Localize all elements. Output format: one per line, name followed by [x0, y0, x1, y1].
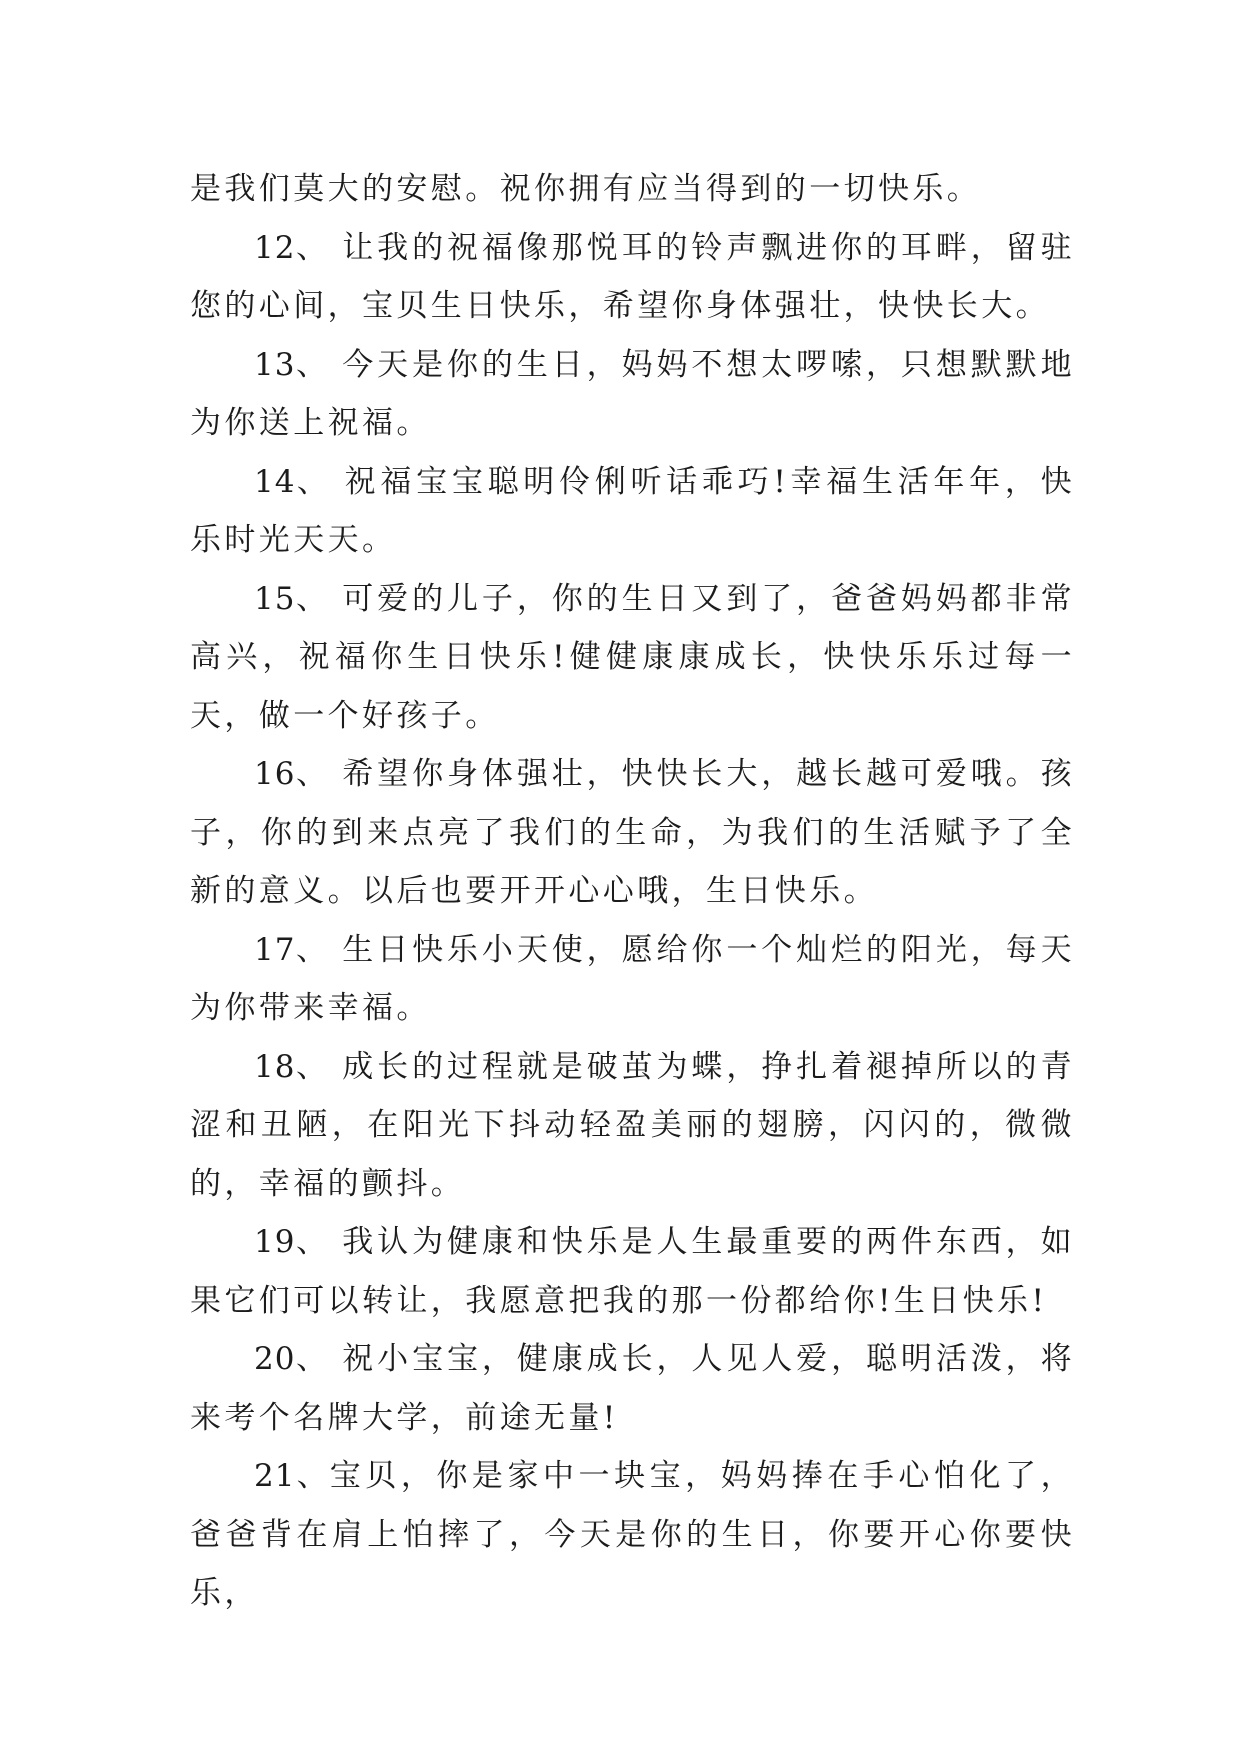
- paragraph-text: 我认为健康和快乐是人生最重要的两件东西，如果它们可以转让，我愿意把我的那一份都给你!生日快乐!: [190, 1224, 1075, 1319]
- paragraph-number: 17、: [254, 931, 329, 968]
- paragraph-text: 可爱的儿子，你的生日又到了，爸爸妈妈都非常高兴，祝福你生日快乐!健健康康成长，快快乐乐过每一天，做一个好孩子。: [190, 580, 1075, 734]
- paragraph-number: 15、: [254, 580, 329, 617]
- paragraph-15: [190, 570, 1075, 746]
- paragraph-number: 18、: [254, 1048, 329, 1085]
- paragraph-13: [190, 336, 1075, 453]
- paragraph-text: 让我的祝福像那悦耳的铃声飘进你的耳畔，留驻您的心间，宝贝生日快乐，希望你身体强壮，快快长大。: [190, 229, 1075, 324]
- paragraph-12: [190, 219, 1075, 336]
- paragraph-number: 20、: [254, 1341, 329, 1377]
- document-body: [190, 160, 1075, 1623]
- paragraph-16: [190, 745, 1075, 921]
- paragraph-text: 今天是你的生日，妈妈不想太啰嗦，只想默默地为你送上祝福。: [190, 346, 1075, 441]
- paragraph-19: [190, 1213, 1075, 1330]
- paragraph-18: [190, 1038, 1075, 1214]
- paragraph-continuation: [190, 160, 1075, 219]
- paragraph-17: [190, 921, 1075, 1038]
- paragraph-text: 希望你身体强壮，快快长大，越长越可爱哦。孩子，你的到来点亮了我们的生命，为我们的生活赋予了全新的意义。以后也要开开心心哦，生日快乐。: [190, 756, 1075, 909]
- paragraph-20: [190, 1330, 1075, 1447]
- paragraph-21: [190, 1447, 1075, 1623]
- paragraph-number: 12、: [254, 229, 329, 266]
- paragraph-text: 祝小宝宝，健康成长，人见人爱，聪明活泼，将来考个名牌大学，前途无量!: [190, 1341, 1075, 1436]
- paragraph-number: 13、: [254, 346, 329, 383]
- paragraph-text: 生日快乐小天使，愿给你一个灿烂的阳光，每天为你带来幸福。: [190, 931, 1075, 1026]
- paragraph-number: 16、: [254, 756, 329, 792]
- paragraph-text: 祝福宝宝聪明伶俐听话乖巧!幸福生活年年，快乐时光天天。: [190, 463, 1075, 558]
- paragraph-number: 21、: [254, 1458, 330, 1494]
- paragraph-14: [190, 453, 1075, 570]
- paragraph-text: 成长的过程就是破茧为蝶，挣扎着褪掉所以的青涩和丑陋，在阳光下抖动轻盈美丽的翅膀，闪闪的，微微的，幸福的颤抖。: [190, 1048, 1075, 1202]
- paragraph-text: 宝贝，你是家中一块宝，妈妈捧在手心怕化了，爸爸背在肩上怕摔了，今天是你的生日，你要开心你要快乐，: [190, 1458, 1075, 1611]
- paragraph-text: 是我们莫大的安慰。祝你拥有应当得到的一切快乐。: [190, 171, 982, 207]
- paragraph-number: 14、: [254, 463, 331, 500]
- paragraph-number: 19、: [254, 1224, 329, 1260]
